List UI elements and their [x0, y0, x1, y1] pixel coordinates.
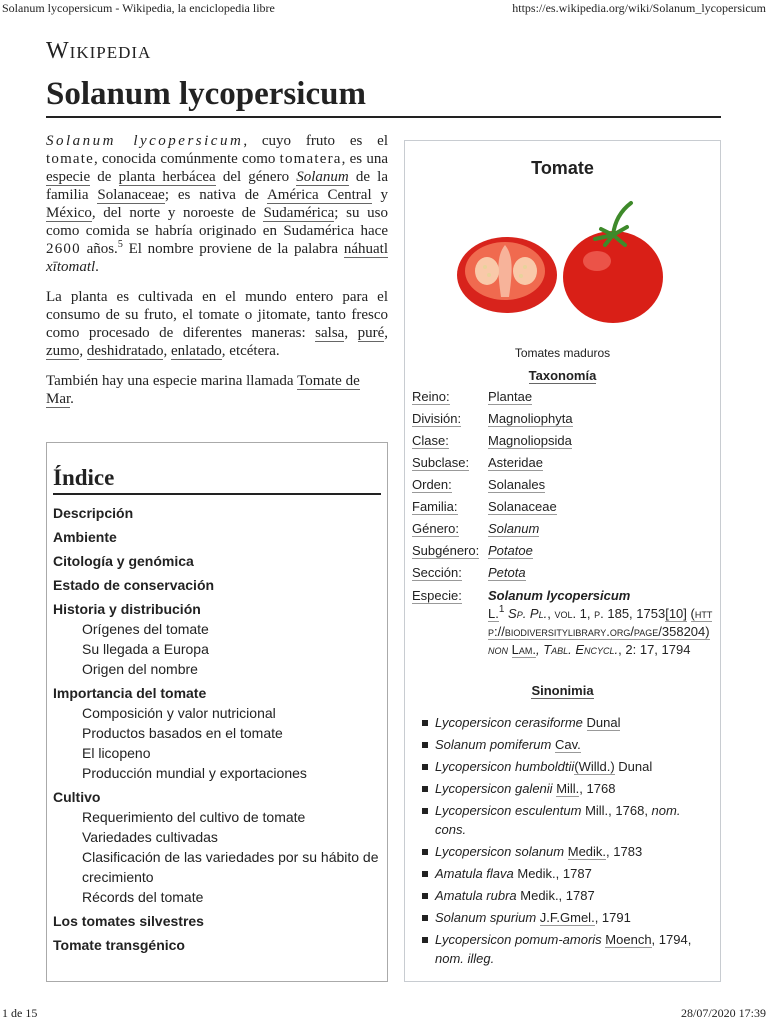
synonym-author-link[interactable]: J.F.Gmel. [539, 910, 595, 925]
toc-subitem[interactable]: Clasificación de las variedades por su hábito de crecimiento [82, 849, 379, 885]
synonym-item [419, 801, 715, 839]
synonym-rest: , 1768 [579, 781, 616, 796]
intro-paragraph-2: La planta es cultivada en el mundo entero para el consumo de su fruto, el tomate o jitomate, tanto fresco como procesado de diferentes maneras: salsa, puré, zumo, deshidratado, enlatado, etcétera. [46, 289, 388, 359]
title-divider [46, 116, 721, 118]
toc-subitem[interactable]: Orígenes del tomate [82, 621, 209, 637]
synonymy-heading[interactable]: Sinonimia [531, 683, 594, 698]
toc-item[interactable]: Los tomates silvestres [53, 913, 204, 929]
intro-species-name: Solanum lycopersicum [46, 133, 244, 149]
infobox [404, 140, 721, 982]
toc-item[interactable]: Tomate transgénico [53, 937, 185, 953]
synonym-item [419, 779, 715, 798]
wikipedia-logo[interactable]: Wikipedia [46, 38, 152, 64]
synonym-name: Solanum spurium [435, 910, 537, 925]
taxonomy-row [412, 433, 718, 455]
toc-subitem[interactable]: Composición y valor nutricional [82, 705, 276, 721]
toc-subitem[interactable]: Origen del nombre [82, 661, 198, 677]
infobox-title: Tomate [531, 158, 594, 178]
toc-list [53, 503, 381, 955]
link-enlatado[interactable]: enlatado [170, 343, 222, 359]
synonym-name: Lycopersicon humboldtii [435, 759, 575, 774]
toc-subitem[interactable]: Producción mundial y exportaciones [82, 765, 307, 781]
taxonomy-value-link[interactable]: Magnoliopsida [488, 433, 572, 448]
synonym-name: Amatula flava [435, 866, 514, 881]
synonym-author-link[interactable]: Cav. [554, 737, 581, 752]
toc-subitem[interactable]: Su llegada a Europa [82, 641, 209, 657]
synonym-item [419, 930, 715, 968]
link-salsa[interactable]: salsa [315, 325, 345, 341]
synonym-rest: , 1791 [594, 910, 631, 925]
toc-title: Índice [53, 465, 381, 495]
especie-row: Especie: Solanum lycopersicum L.$^1$ Sp. Pl., vol. 1, p. 185, 1753[10] (http://biodiversitylibrary.org/page/358204) non Lam., Tabl. Encycl., 2: 17, 1794 [412, 588, 713, 657]
especie-ref[interactable]: 1 [498, 604, 505, 615]
synonym-status: nom. illeg. [435, 951, 495, 966]
especie-author-link[interactable]: L. [488, 606, 499, 621]
reference-5[interactable]: 5 [117, 239, 123, 250]
taxonomy-value-link[interactable]: Magnoliophyta [488, 411, 573, 426]
taxonomy-heading[interactable]: Taxonomía [528, 368, 597, 383]
toc-item[interactable]: Historia y distribución [53, 601, 201, 617]
taxonomy-row [412, 389, 718, 411]
link-deshidratado[interactable]: deshidratado [86, 343, 164, 359]
print-header-url: https://es.wikipedia.org/wiki/Solanum_lycopersicum [512, 1, 766, 15]
synonym-item [419, 864, 715, 883]
synonym-item [419, 842, 715, 861]
taxonomy-row [412, 543, 718, 565]
synonym-item [419, 886, 715, 905]
synonym-author-link[interactable]: (Willd.) [574, 759, 615, 774]
synonym-name: Lycopersicon galenii [435, 781, 553, 796]
taxonomy-value-link[interactable]: Potatoe [488, 543, 533, 558]
taxonomy-key[interactable]: División: [412, 411, 462, 426]
synonym-rest: , 1794, [651, 932, 692, 947]
toc-subitem[interactable]: Productos basados en el tomate [82, 725, 283, 741]
taxonomy-row [412, 455, 718, 477]
intro-paragraph-1: Solanum lycopersicum, cuyo fruto es el tomate, conocida comúnmente como tomatera, es una especie de planta herbácea del género Solanum de la familia Solanaceae; es nativa de América Central y México, del norte y noroeste de Sudamérica; su uso como comida se habría originado en Sudamérica hace 2600 años.$^5$ El nombre proviene de la palabra náhuatl xītomatl. [46, 133, 389, 275]
synonym-author-link[interactable]: Medik. [567, 844, 607, 859]
synonym-rest: , 1783 [606, 844, 643, 859]
synonym-author-link[interactable]: Mill. [556, 781, 580, 796]
print-footer [0, 1004, 768, 1024]
especie-key[interactable]: Especie: [412, 588, 462, 603]
link-especie[interactable]: especie [46, 169, 91, 185]
synonym-rest: Medik., 1787 [516, 888, 595, 903]
link-pure[interactable]: puré [357, 325, 385, 341]
taxonomy-row [412, 565, 718, 587]
taxonomy-value-link[interactable]: Solanales [488, 477, 546, 492]
synonym-name: Amatula rubra [435, 888, 517, 903]
synonym-item [419, 735, 715, 754]
link-zumo[interactable]: zumo [46, 343, 80, 359]
article-intro [46, 132, 388, 420]
taxonomy-row [412, 521, 718, 543]
synonym-list [419, 713, 715, 971]
toc-item[interactable]: Ambiente [53, 529, 117, 545]
link-mexico[interactable]: México [46, 205, 92, 221]
synonym-item [419, 713, 715, 732]
taxonomy-key[interactable]: Clase: [412, 433, 449, 448]
taxonomy-key[interactable]: Orden: [412, 477, 452, 492]
synonym-name: Lycopersicon esculentum [435, 803, 582, 818]
taxonomy-value-link[interactable]: Asteridae [488, 455, 543, 470]
table-of-contents [46, 442, 388, 982]
synonym-item [419, 908, 715, 927]
toc-subitem[interactable]: Récords del tomate [82, 889, 204, 905]
toc-item[interactable]: Estado de conservación [53, 577, 215, 593]
especie-lam-link[interactable]: Lam. [511, 642, 536, 657]
page-title: Solanum lycopersicum [46, 76, 366, 112]
link-solanum[interactable]: Solanum [296, 169, 349, 185]
especie-name: Solanum lycopersicum [488, 588, 631, 603]
taxonomy-value-link[interactable]: Solanaceae [488, 499, 557, 514]
taxonomy-key[interactable]: Sección: [412, 565, 462, 580]
taxonomy-row [412, 477, 718, 499]
intro-paragraph-3: También hay una especie marina llamada Tomate de Mar. [46, 373, 360, 407]
taxonomy-row [412, 411, 718, 433]
synonym-rest: Dunal [614, 759, 653, 774]
taxonomy-value-link[interactable]: Solanum [488, 521, 540, 536]
link-nahuatl[interactable]: náhuatl [343, 241, 388, 257]
link-sudamerica[interactable]: Sudamérica [263, 205, 335, 221]
link-solanaceae[interactable]: Solanaceae [97, 187, 165, 203]
taxonomy-table [412, 389, 718, 587]
link-america-central[interactable]: América Central [266, 187, 372, 203]
link-tomate-de-mar[interactable]: Tomate de Mar [46, 373, 360, 407]
taxonomy-row [412, 499, 718, 521]
synonym-rest: Medik., 1787 [513, 866, 592, 881]
print-date: 28/07/2020 17:39 [680, 1006, 766, 1020]
print-header-title: Solanum lycopersicum - Wikipedia, la enciclopedia libre [2, 1, 275, 15]
synonym-author-link[interactable]: Dunal [586, 715, 621, 730]
taxonomy-key[interactable]: Subgénero: [412, 543, 480, 558]
taxonomy-value-link[interactable]: Plantae [488, 389, 533, 404]
taxonomy-key[interactable]: Subclase: [412, 455, 470, 470]
taxonomy-key[interactable]: Reino: [412, 389, 450, 404]
synonym-status: nom. cons. [435, 803, 681, 837]
synonym-author-link[interactable]: Moench [605, 932, 652, 947]
synonym-rest: Mill., 1768, [581, 803, 652, 818]
synonym-name: Solanum pomiferum [435, 737, 552, 752]
especie-cite-link[interactable]: [10] [665, 606, 687, 621]
page-counter: 1 de 15 [2, 1006, 38, 1020]
synonym-name: Lycopersicon cerasiforme [435, 715, 583, 730]
synonym-name: Lycopersicon pomum-amoris [435, 932, 602, 947]
taxonomy-key[interactable]: Género: [412, 521, 459, 536]
toc-subitem[interactable]: Requerimiento del cultivo de tomate [82, 809, 306, 825]
toc-subitem[interactable]: El licopeno [82, 745, 151, 761]
synonym-name: Lycopersicon solanum [435, 844, 565, 859]
toc-item[interactable]: Citología y genómica [53, 553, 194, 569]
taxonomy-value-link[interactable]: Petota [488, 565, 526, 580]
especie-url-link[interactable]: (http://biodiversitylibrary.org/page/358204) [488, 606, 713, 639]
infobox-caption: Tomates maduros [514, 346, 611, 360]
tomato-image[interactable] [455, 199, 671, 329]
print-header [0, 0, 768, 18]
toc-item[interactable]: Importancia del tomate [53, 685, 207, 701]
toc-subitem[interactable]: Variedades cultivadas [82, 829, 218, 845]
taxonomy-key[interactable]: Familia: [412, 499, 458, 514]
toc-item[interactable]: Descripción [53, 505, 134, 521]
toc-item[interactable]: Cultivo [53, 789, 101, 805]
synonym-item [419, 757, 715, 776]
link-planta-herbacea[interactable]: planta herbácea [118, 169, 216, 185]
